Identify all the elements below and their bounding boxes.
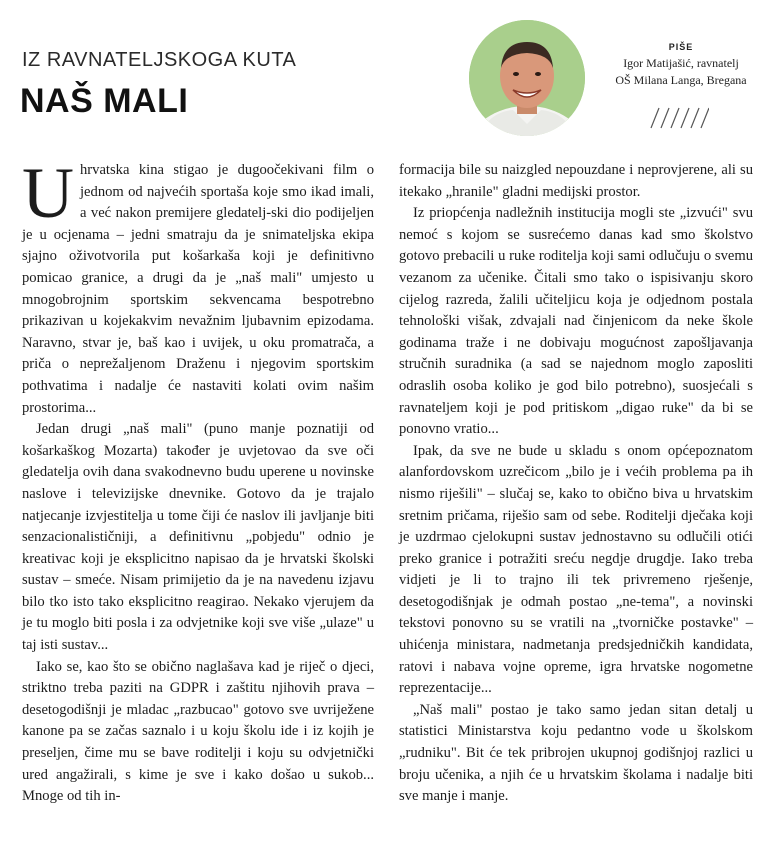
article-paragraph: „Naš mali" postao je tako samo jedan sitan detalj u statistici Ministarstva koju pedantno vode u školskom „rudniku". Bit će tek pribrojen ukupnoj godišnjoj razlici u broju učenika, a njih će u hrvatskim školama i nadalje biti sve manje i manje.	[399, 701, 753, 805]
article-paragraph: Ipak, da sve ne bude u skladu s onom općepoznatom alanfordovskom uzrečicom „bilo je i većih problema pa ih nismo riješili" – slučaj se, kako to obično biva u hrvatskim sretnim pričama, riješio sam od sebe. Roditelji dječaka koji je uzdrmao cjelokupni sustav jednostavno su odlučili otići preko granice i potražiti sreću negdje drugdje. Iako treba vidjeti je li to trajno ili tek privremeno rješenje, desetogodišnjak je odmah postao „ne-tema", a novinski tekstovi ponovno su se vratili na „tvorničke postavke" – uhićenja ministara, nadmetanja predsjedničkih kandidata, ratovi i nabava vojne opreme, igra hrvatske nogometne reprezentacije...	[399, 442, 753, 697]
author-school: OŠ Milana Langa, Bregana	[615, 73, 747, 87]
article-column-left	[22, 153, 374, 808]
section-kicker: IZ RAVNATELJSKOGA KUTA	[22, 49, 297, 71]
article-paragraph: formacija bile su naizgled nepouzdane i neprovjerene, ali su itekako „hranile" gladni medijski prostor.	[399, 162, 753, 200]
byline-label: PIŠE	[668, 42, 694, 52]
article-title: NAŠ MALI	[20, 82, 189, 120]
article-paragraph: Iako se, kao što se obično naglašava kad je riječ o djeci, striktno treba paziti na GDPR i zaštitu njihovih prava – desetogodišnji je mladac „razbucao" gotovo sve uvriježene kanone pa se začas saznalo i u koju školu ide i iz kojih je preseljen, čime mu se bave roditelji i koju su odvjetnički ured angažirali, s kime je sve i kako došao u sukob... Mnoge od tih in-	[22, 658, 374, 805]
drop-cap: U	[22, 153, 74, 233]
article-paragraph: U hrvatska kina stigao je dugoočekivani film o jednom od najvećih sportaša koje smo ikad imali, a već nakon premijere gledatelj-ski dio podijeljen je u ocjenama – jedni smatraju da je snimateljska ekipa sjajno oživotvorila put košarkaša koji je definitivno pomicao granice, a drugi da je „naš mali" umjesto u mnogobrojnim sportskim sekvencama bespotrebno prikazivan u kojekakvim nevažnim ljubavnim epizodama. Naravno, stvar je, baš kao i uvijek, u oku promatrača, a priča o neprežaljenom Draženu i njegovim sportskim pothvatima i nadalje će nastaviti kolati ovim našim prostorima...	[22, 153, 374, 416]
author-name: Igor Matijašić, ravnatelj	[623, 56, 739, 70]
article-column-right	[399, 160, 753, 808]
author-byline	[596, 42, 766, 89]
article-paragraph: Jedan drugi „naš mali" (puno manje poznatiji od košarkaškog Mozarta) također je uvjetovao da sve oči gledatelja ovih dana svakodnevno budu uperene u novinske naslove i televizijske dnevnike. Gotovo da je trajalo natjecanje izvjestitelja u tome čiji će naslov ili javljanje biti senzacionalističniji, a definitivnu „pobjedu" odnio je kreativac koji je eksplicitno napisao da je hrvatski školski sustav – smeće. Nisam primijetio da je na navedenu izjavu bilo tko isto tako eksplicitno reagirao. Nekako vjerujem da je tu moglo biti posla i za odvjetnike koji sve više „ulaze" u taj isti sustav...	[22, 421, 374, 654]
author-portrait-icon	[469, 20, 585, 136]
slash-lines-icon	[645, 106, 709, 135]
article-paragraph: Iz priopćenja nadležnih institucija mogli ste „izvući" svu nemoć s kojom se susrećemo danas kad smo školstvo gotovo prebacili u ruke roditelja koji sami odlučuju o svemu vezanom za učenike. Čitali smo tako o ispisivanju skoro cijelog razreda, žalili učiteljicu koja je odjednom postala tehnološki višak, zdvajali nad činjenicom da neke škole godinama traže i ne dobivaju mogućnost zapošljavanja stručnih suradnika (a sad se najednom moglo zaposliti odraslih osoba koliko je god bilo potrebno), suosjećali s ravnateljem koji je pod pritiskom „digao ruke" da bi se ponovno vratio...	[399, 205, 753, 438]
